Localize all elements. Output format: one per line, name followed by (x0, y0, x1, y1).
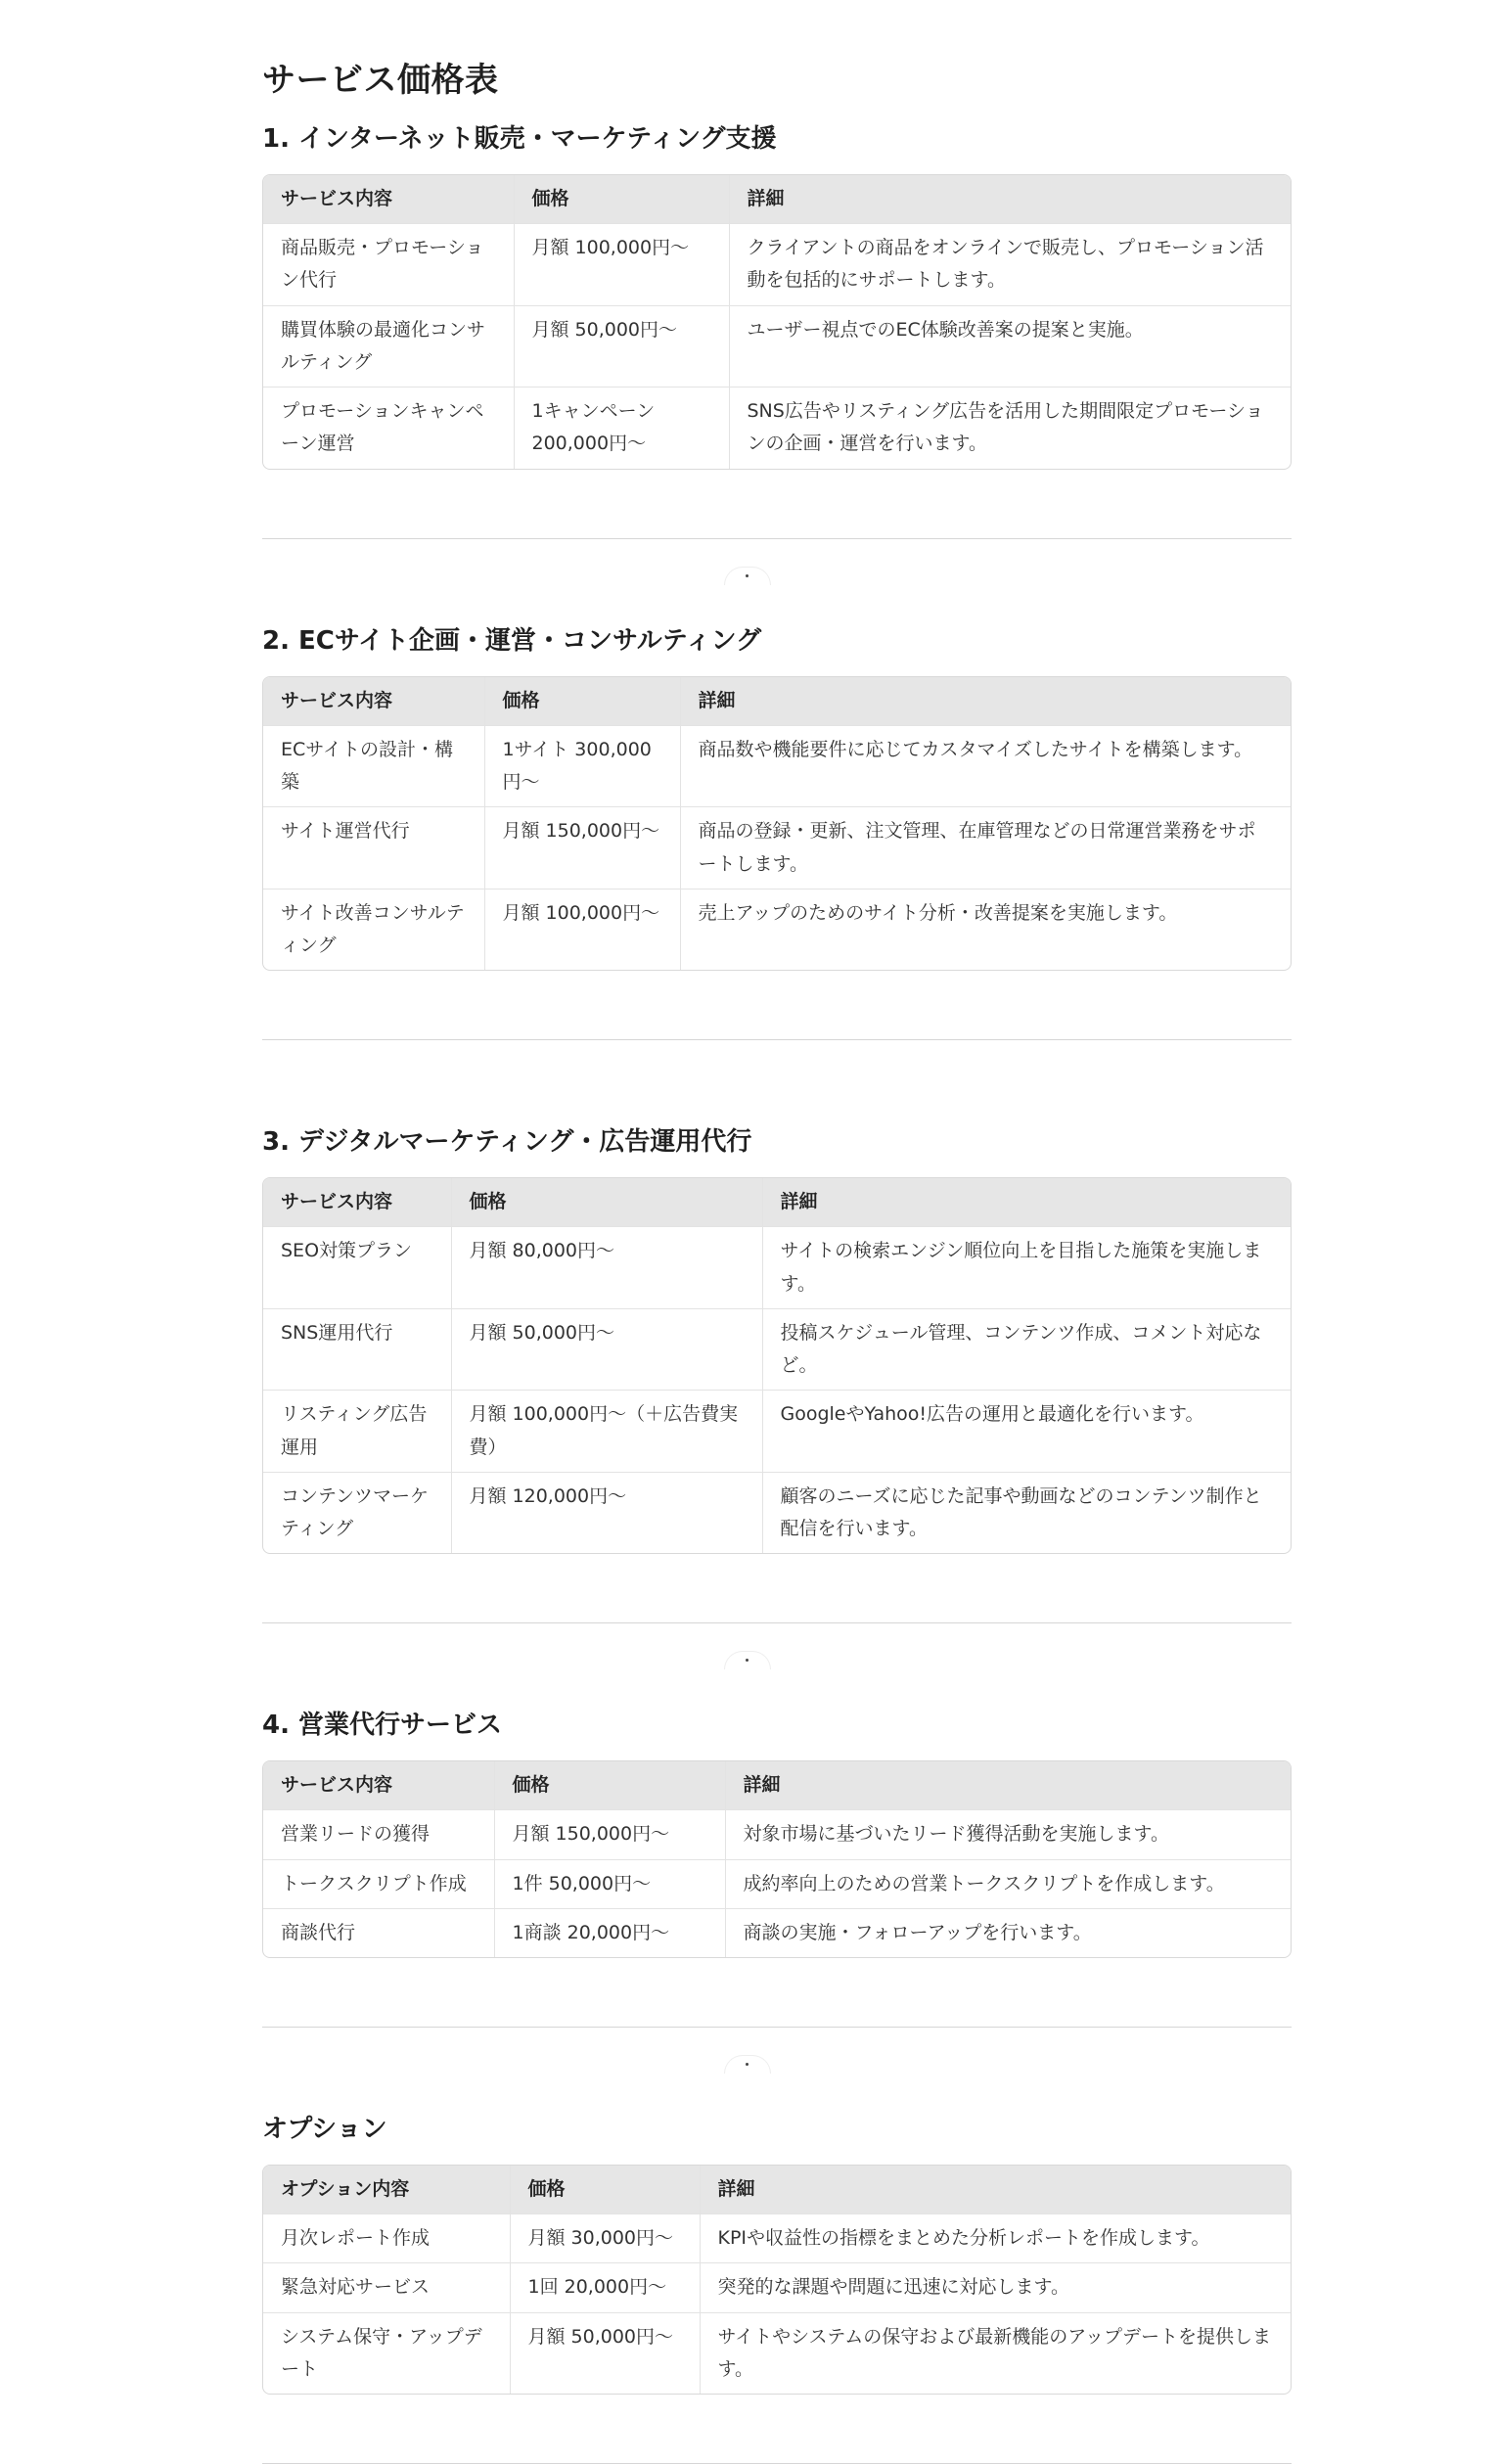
details-cell: クライアントの商品をオンラインで販売し、プロモーション活動を包括的にサポートします。 (729, 224, 1291, 306)
details-cell: サイトの検索エンジン順位向上を目指した施策を実施します。 (762, 1227, 1291, 1309)
details-cell: ユーザー視点でのEC体験改善案の提案と実施。 (729, 305, 1291, 388)
table-row (263, 2263, 1291, 2312)
details-cell: 投稿スケジュール管理、コンテンツ作成、コメント対応など。 (762, 1308, 1291, 1391)
details-cell: 商品数や機能要件に応じてカスタマイズしたサイトを構築します。 (680, 725, 1291, 807)
table-row (263, 1391, 1291, 1473)
section-divider (262, 1622, 1292, 1623)
column-header-price: 価格 (494, 1761, 725, 1810)
price-cell: 月額 50,000円〜 (514, 305, 729, 388)
price-cell: 月額 150,000円〜 (484, 807, 680, 890)
price-cell: 1回 20,000円〜 (510, 2263, 700, 2312)
table-row (263, 1908, 1291, 1957)
column-header-details: 詳細 (762, 1178, 1291, 1227)
table-row (263, 1810, 1291, 1859)
page-title: サービス価格表 (262, 61, 499, 100)
section-title: 1. インターネット販売・マーケティング支援 (262, 124, 777, 155)
details-cell: 突発的な課題や問題に迅速に対応します。 (700, 2263, 1291, 2312)
table-row (263, 725, 1291, 807)
table-row (263, 1308, 1291, 1391)
details-cell: 対象市場に基づいたリード獲得活動を実施します。 (725, 1810, 1291, 1859)
section-title: 2. ECサイト企画・運営・コンサルティング (262, 625, 762, 656)
service-cell: ECサイトの設計・構築 (263, 725, 484, 807)
details-cell: 商談の実施・フォローアップを行います。 (725, 1908, 1291, 1957)
section-title: 4. 営業代行サービス (262, 1711, 503, 1741)
table-row (263, 1472, 1291, 1553)
service-cell: リスティング広告運用 (263, 1391, 451, 1473)
details-cell: KPIや収益性の指標をまとめた分析レポートを作成します。 (700, 2214, 1291, 2263)
column-header-details: 詳細 (729, 175, 1291, 224)
document (262, 59, 1292, 2464)
table-header-row (263, 175, 1291, 224)
column-header-price: 価格 (451, 1178, 762, 1227)
service-cell: 商品販売・プロモーション代行 (263, 224, 514, 306)
table-header-row (263, 1761, 1291, 1810)
column-header-option: オプション内容 (263, 2166, 510, 2214)
details-cell: 売上アップのためのサイト分析・改善提案を実施します。 (680, 889, 1291, 970)
column-header-details: 詳細 (700, 2166, 1291, 2214)
details-cell: 成約率向上のための営業トークスクリプトを作成します。 (725, 1859, 1291, 1908)
price-cell: 月額 30,000円〜 (510, 2214, 700, 2263)
table-header-row (263, 1178, 1291, 1227)
table-row (263, 388, 1291, 469)
column-header-service: サービス内容 (263, 1178, 451, 1227)
section-title: オプション (262, 2115, 387, 2145)
section-divider (262, 1039, 1292, 1040)
price-cell: 月額 50,000円〜 (451, 1308, 762, 1391)
section-title: 3. デジタルマーケティング・広告運用代行 (262, 1127, 752, 1158)
price-cell: 月額 100,000円〜 (484, 889, 680, 970)
column-header-details: 詳細 (725, 1761, 1291, 1810)
column-header-service: サービス内容 (263, 677, 484, 726)
service-cell: SNS運用代行 (263, 1308, 451, 1391)
column-header-service: サービス内容 (263, 175, 514, 224)
table-row (263, 807, 1291, 890)
table-row (263, 2214, 1291, 2263)
table-header-row (263, 2166, 1291, 2214)
scroll-anchor-icon[interactable] (724, 1651, 771, 1669)
column-header-service: サービス内容 (263, 1761, 494, 1810)
price-cell: 1サイト 300,000円〜 (484, 725, 680, 807)
column-header-price: 価格 (510, 2166, 700, 2214)
price-table (262, 2165, 1292, 2395)
details-cell: サイトやシステムの保守および最新機能のアップデートを提供します。 (700, 2312, 1291, 2394)
service-cell: プロモーションキャンペーン運営 (263, 388, 514, 469)
details-cell: GoogleやYahoo!広告の運用と最適化を行います。 (762, 1391, 1291, 1473)
price-cell: 1キャンペーン 200,000円〜 (514, 388, 729, 469)
price-table (262, 174, 1292, 470)
price-table (262, 1177, 1292, 1554)
price-table (262, 676, 1292, 972)
table-row (263, 305, 1291, 388)
section-divider (262, 2027, 1292, 2028)
price-table (262, 1760, 1292, 1958)
table-row (263, 224, 1291, 306)
price-cell: 月額 50,000円〜 (510, 2312, 700, 2394)
option-cell: システム保守・アップデート (263, 2312, 510, 2394)
price-cell: 月額 100,000円〜 (514, 224, 729, 306)
table-header-row (263, 677, 1291, 726)
price-cell: 1件 50,000円〜 (494, 1859, 725, 1908)
service-cell: 商談代行 (263, 1908, 494, 1957)
service-cell: コンテンツマーケティング (263, 1472, 451, 1553)
price-cell: 月額 80,000円〜 (451, 1227, 762, 1309)
section-divider (262, 538, 1292, 539)
service-cell: サイト運営代行 (263, 807, 484, 890)
service-cell: 購買体験の最適化コンサルティング (263, 305, 514, 388)
price-cell: 月額 120,000円〜 (451, 1472, 762, 1553)
option-cell: 月次レポート作成 (263, 2214, 510, 2263)
table-row (263, 2312, 1291, 2394)
service-cell: SEO対策プラン (263, 1227, 451, 1309)
price-cell: 1商談 20,000円〜 (494, 1908, 725, 1957)
table-row (263, 889, 1291, 970)
service-cell: 営業リードの獲得 (263, 1810, 494, 1859)
details-cell: 顧客のニーズに応じた記事や動画などのコンテンツ制作と配信を行います。 (762, 1472, 1291, 1553)
service-cell: トークスクリプト作成 (263, 1859, 494, 1908)
price-cell: 月額 100,000円〜（＋広告費実費） (451, 1391, 762, 1473)
details-cell: 商品の登録・更新、注文管理、在庫管理などの日常運営業務をサポートします。 (680, 807, 1291, 890)
column-header-details: 詳細 (680, 677, 1291, 726)
details-cell: SNS広告やリスティング広告を活用した期間限定プロモーションの企画・運営を行います。 (729, 388, 1291, 469)
column-header-price: 価格 (514, 175, 729, 224)
option-cell: 緊急対応サービス (263, 2263, 510, 2312)
table-row (263, 1227, 1291, 1309)
price-cell: 月額 150,000円〜 (494, 1810, 725, 1859)
service-cell: サイト改善コンサルティング (263, 889, 484, 970)
column-header-price: 価格 (484, 677, 680, 726)
table-row (263, 1859, 1291, 1908)
